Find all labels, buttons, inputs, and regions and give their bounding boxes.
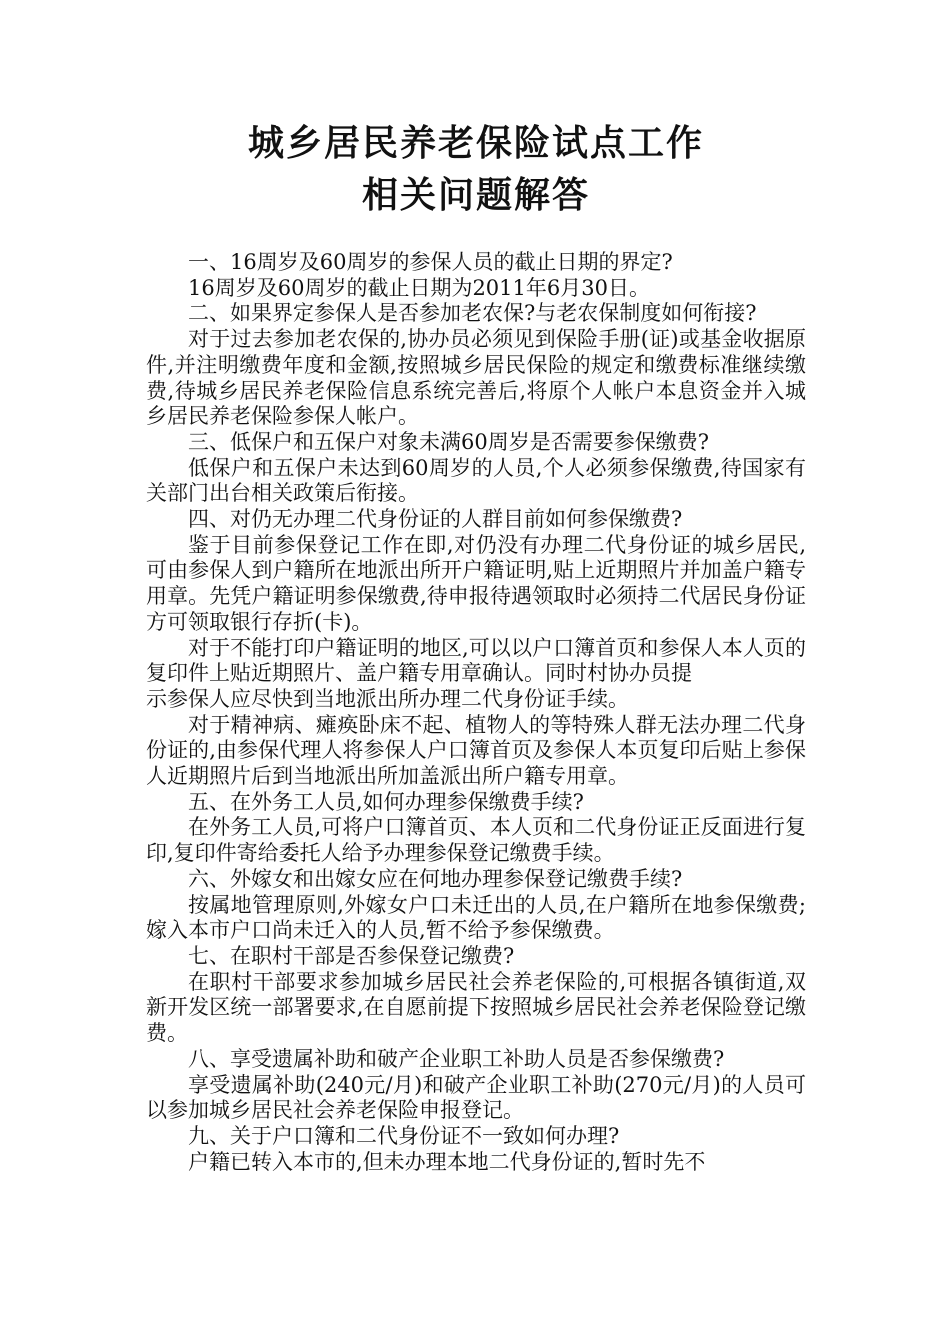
answer-6: 按属地管理原则,外嫁女户口未迁出的人员,在户籍所在地参保缴费;嫁入本市户口尚未迁入的人员,暂不给予参保缴费。 bbox=[146, 892, 806, 943]
answer-8: 享受遗属补助(240元/月)和破产企业职工补助(270元/月)的人员可以参加城乡居民社会养老保险申报登记。 bbox=[146, 1072, 806, 1123]
answer-4b: 对于不能打印户籍证明的地区,可以以户口簿首页和参保人本人页的复印件上贴近期照片、盖户籍专用章确认。同时村协办员提 bbox=[146, 635, 806, 686]
answer-9: 户籍已转入本市的,但未办理本地二代身份证的,暂时先不 bbox=[188, 1149, 706, 1174]
answer-2: 对于过去参加老农保的,协办员必须见到保险手册(证)或基金收据原件,并注明缴费年度和金额,按照城乡居民保险的规定和缴费标准继续缴费,待城乡居民养老保险信息系统完善后,将原个人帐户本息资金并入城乡居民养老保险参保人帐户。 bbox=[146, 327, 806, 429]
question-2: 二、如果界定参保人是否参加老农保?与老农保制度如何衔接? bbox=[188, 301, 757, 326]
question-5: 五、在外务工人员,如何办理参保缴费手续? bbox=[188, 789, 584, 814]
question-6: 六、外嫁女和出嫁女应在何地办理参保登记缴费手续? bbox=[188, 866, 683, 891]
question-9: 九、关于户口簿和二代身份证不一致如何办理? bbox=[188, 1123, 620, 1148]
title-line-1: 城乡居民养老保险试点工作 bbox=[247, 123, 704, 164]
answer-5: 在外务工人员,可将户口簿首页、本人页和二代身份证正反面进行复印,复印件寄给委托人给予办理参保登记缴费手续。 bbox=[146, 815, 806, 866]
answer-7: 在职村干部要求参加城乡居民社会养老保险的,可根据各镇街道,双新开发区统一部署要求,在自愿前提下按照城乡居民社会养老保险登记缴费。 bbox=[146, 969, 806, 1046]
question-8: 八、享受遗属补助和破产企业职工补助人员是否参保缴费? bbox=[188, 1046, 725, 1071]
question-1: 一、16周岁及60周岁的参保人员的截止日期的界定? bbox=[188, 250, 673, 274]
answer-1: 16周岁及60周岁的截止日期为2011年6月30日。 bbox=[188, 275, 650, 300]
answer-3: 低保户和五保户未达到60周岁的人员,个人必须参保缴费,待国家有关部门出台相关政策后衔接。 bbox=[146, 455, 806, 506]
title-line-2: 相关问题解答 bbox=[361, 175, 590, 216]
document-title bbox=[146, 118, 806, 222]
question-3: 三、低保户和五保户对象未满60周岁是否需要参保缴费? bbox=[188, 429, 709, 454]
answer-4b-continuation: 示参保人应尽快到当地派出所办理二代身份证手续。 bbox=[146, 686, 629, 711]
answer-4c: 对于精神病、瘫痪卧床不起、植物人的等特殊人群无法办理二代身份证的,由参保代理人将参保人户口簿首页及参保人本页复印后贴上参保人近期照片后到当地派出所加盖派出所户籍专用章。 bbox=[146, 712, 806, 789]
document-body bbox=[146, 250, 806, 1175]
question-4: 四、对仍无办理二代身份证的人群目前如何参保缴费? bbox=[188, 507, 683, 532]
answer-4a: 鉴于目前参保登记工作在即,对仍没有办理二代身份证的城乡居民,可由参保人到户籍所在地派出所开户籍证明,贴上近期照片并加盖户籍专用章。先凭户籍证明参保缴费,待申报待遇领取时必须持二代居民身份证方可领取银行存折(卡)。 bbox=[146, 532, 806, 634]
document-page bbox=[146, 118, 806, 1175]
question-7: 七、在职村干部是否参保登记缴费? bbox=[188, 943, 515, 968]
